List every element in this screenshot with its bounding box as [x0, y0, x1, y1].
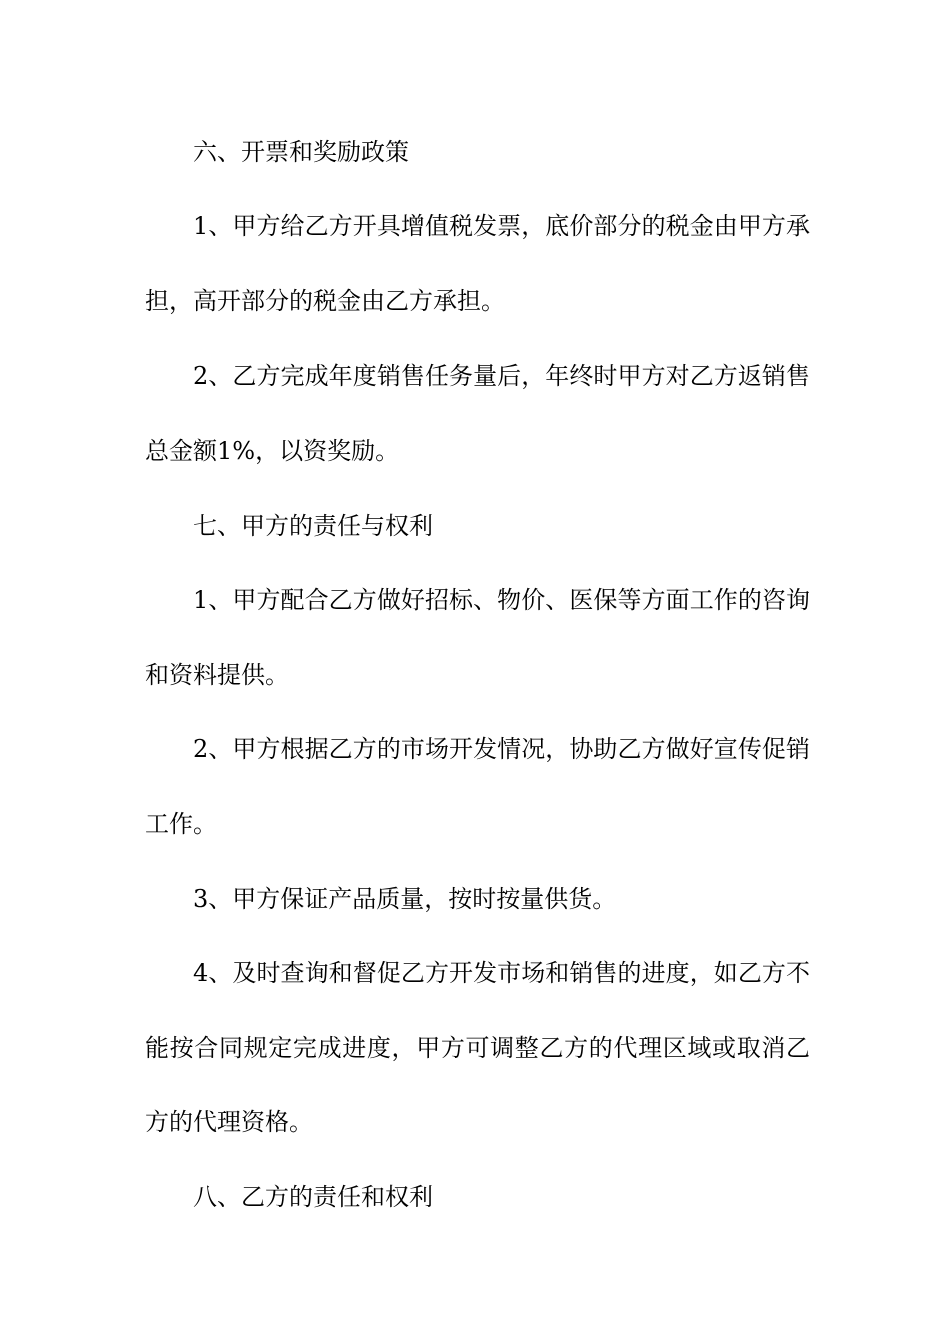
paragraph-line: 能按合同规定完成进度，甲方可调整乙方的代理区域或取消乙	[145, 1034, 810, 1062]
paragraph-line: 担，高开部分的税金由乙方承担。	[145, 287, 505, 315]
paragraph-line: 3、甲方保证产品质量，按时按量供货。	[193, 885, 617, 913]
paragraph-line: 2、乙方完成年度销售任务量后，年终时甲方对乙方返销售	[193, 362, 810, 390]
paragraph-line: 1、甲方给乙方开具增值税发票，底价部分的税金由甲方承	[193, 212, 810, 240]
section-heading-6: 六、开票和奖励政策	[193, 138, 409, 166]
section-heading-8: 八、乙方的责任和权利	[193, 1183, 433, 1211]
paragraph-line: 1、甲方配合乙方做好招标、物价、医保等方面工作的咨询	[193, 586, 810, 614]
paragraph-line: 总金额1%，以资奖励。	[145, 437, 400, 465]
section-heading-7: 七、甲方的责任与权利	[193, 512, 433, 540]
paragraph-line: 方的代理资格。	[145, 1108, 313, 1136]
paragraph-line: 和资料提供。	[145, 661, 289, 689]
paragraph-line: 工作。	[145, 810, 217, 838]
paragraph-line: 2、甲方根据乙方的市场开发情况，协助乙方做好宣传促销	[193, 735, 810, 763]
paragraph-line: 4、及时查询和督促乙方开发市场和销售的进度，如乙方不	[193, 959, 810, 987]
